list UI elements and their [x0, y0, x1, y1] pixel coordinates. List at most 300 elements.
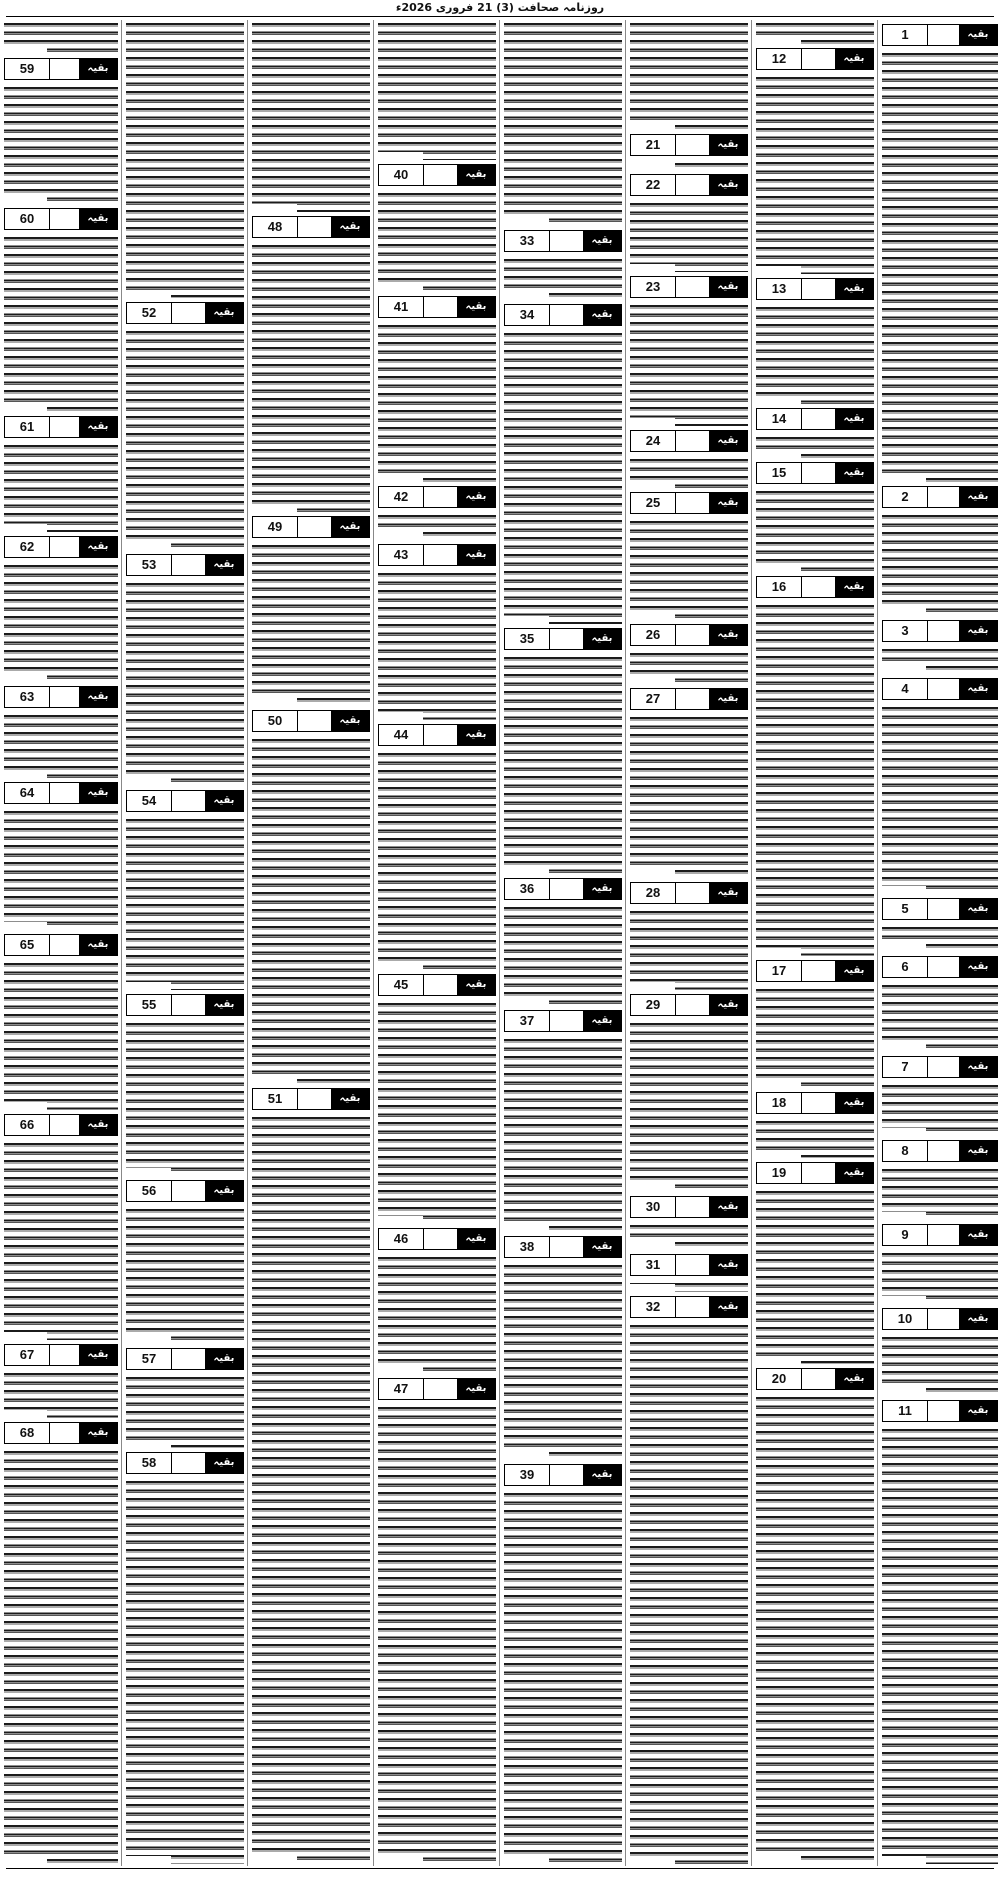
article-text [4, 1448, 118, 1864]
continuation-blank [927, 1141, 961, 1161]
continuation-number: 57 [127, 1349, 172, 1369]
continuation-blank [927, 899, 961, 919]
continuation-tag: بقیہ [959, 487, 997, 507]
article-text [504, 256, 622, 300]
article-text [4, 442, 118, 532]
article-text [756, 434, 874, 458]
article-text [126, 580, 244, 786]
continuation-number: 48 [253, 217, 298, 237]
continuation-box [756, 960, 874, 982]
continuation-number: 46 [379, 1229, 424, 1249]
continuation-number: 34 [505, 305, 550, 325]
continuation-number: 17 [757, 961, 802, 981]
continuation-blank [49, 687, 83, 707]
continuation-blank [297, 1089, 331, 1109]
article-text [630, 1222, 748, 1250]
article-text [4, 562, 118, 682]
continuation-tag: بقیہ [79, 1423, 117, 1443]
article-text [378, 750, 496, 970]
article-text [378, 20, 496, 160]
continuation-tag: بقیہ [331, 1089, 369, 1109]
continuation-tag: بقیہ [583, 1237, 621, 1257]
continuation-number: 54 [127, 791, 172, 811]
continuation-number: 41 [379, 297, 424, 317]
article-text [4, 1370, 118, 1418]
continuation-box [252, 216, 370, 238]
continuation-tag: بقیہ [457, 725, 495, 745]
continuation-tag: بقیہ [959, 1057, 997, 1077]
continuation-blank [801, 279, 835, 299]
article-text [630, 1322, 748, 1864]
continuation-box [882, 486, 998, 508]
continuation-blank [801, 49, 835, 69]
article-text [126, 1478, 244, 1864]
continuation-blank [801, 463, 835, 483]
continuation-blank [675, 493, 709, 513]
article-text [630, 20, 748, 130]
continuation-blank [675, 625, 709, 645]
continuation-number: 65 [5, 935, 50, 955]
continuation-tag: بقیہ [79, 935, 117, 955]
article-text [504, 330, 622, 624]
continuation-number: 13 [757, 279, 802, 299]
continuation-box [882, 24, 998, 46]
continuation-box [4, 1344, 118, 1366]
article-text [630, 714, 748, 878]
continuation-number: 47 [379, 1379, 424, 1399]
continuation-tag: بقیہ [835, 577, 873, 597]
continuation-number: 45 [379, 975, 424, 995]
continuation-blank [927, 1057, 961, 1077]
continuation-blank [297, 217, 331, 237]
continuation-tag: بقیہ [709, 995, 747, 1015]
column-2 [754, 20, 876, 1866]
continuation-blank [675, 1255, 709, 1275]
article-text [126, 1374, 244, 1448]
article-text [756, 488, 874, 572]
continuation-blank [171, 1349, 205, 1369]
continuation-tag: بقیہ [835, 1369, 873, 1389]
continuation-box [504, 1464, 622, 1486]
continuation-tag: بقیہ [959, 25, 997, 45]
article-text [630, 650, 748, 684]
continuation-number: 50 [253, 711, 298, 731]
continuation-box [630, 492, 748, 514]
continuation-tag: بقیہ [205, 791, 243, 811]
continuation-blank [423, 545, 457, 565]
continuation-tag: بقیہ [959, 621, 997, 641]
continuation-blank [423, 165, 457, 185]
article-text [756, 602, 874, 956]
continuation-number: 49 [253, 517, 298, 537]
continuation-blank [49, 1345, 83, 1365]
continuation-tag: بقیہ [457, 975, 495, 995]
continuation-blank [549, 231, 583, 251]
continuation-box [882, 1140, 998, 1162]
continuation-tag: بقیہ [205, 1453, 243, 1473]
continuation-box [756, 462, 874, 484]
continuation-tag: بقیہ [959, 1141, 997, 1161]
article-text [756, 1118, 874, 1158]
continuation-blank [675, 175, 709, 195]
continuation-number: 9 [883, 1225, 928, 1245]
continuation-tag: بقیہ [709, 1255, 747, 1275]
continuation-box [630, 134, 748, 156]
continuation-box [378, 974, 496, 996]
continuation-box [504, 1236, 622, 1258]
continuation-blank [49, 935, 83, 955]
article-text [4, 808, 118, 930]
continuation-number: 25 [631, 493, 676, 513]
continuation-box [882, 1224, 998, 1246]
continuation-box [630, 882, 748, 904]
continuation-blank [549, 305, 583, 325]
continuation-blank [675, 689, 709, 709]
continuation-tag: بقیہ [457, 297, 495, 317]
continuation-tag: بقیہ [709, 175, 747, 195]
continuation-box [126, 302, 244, 324]
article-text [252, 542, 370, 706]
article-text [756, 74, 874, 274]
column-4 [502, 20, 624, 1866]
continuation-tag: بقیہ [79, 1115, 117, 1135]
article-text [378, 1404, 496, 1864]
continuation-number: 60 [5, 209, 50, 229]
continuation-blank [423, 975, 457, 995]
continuation-tag: بقیہ [835, 409, 873, 429]
continuation-box [126, 1452, 244, 1474]
continuation-box [882, 1308, 998, 1330]
continuation-blank [675, 1297, 709, 1317]
continuation-number: 21 [631, 135, 676, 155]
continuation-blank [49, 209, 83, 229]
continuation-box [756, 278, 874, 300]
continuation-tag: بقیہ [709, 277, 747, 297]
continuation-box [504, 304, 622, 326]
continuation-tag: بقیہ [583, 629, 621, 649]
continuation-number: 1 [883, 25, 928, 45]
continuation-tag: بقیہ [331, 517, 369, 537]
column-divider [121, 20, 122, 1866]
continuation-number: 19 [757, 1163, 802, 1183]
continuation-blank [675, 1197, 709, 1217]
article-text [252, 20, 370, 212]
continuation-tag: بقیہ [959, 957, 997, 977]
continuation-blank [423, 725, 457, 745]
continuation-box [378, 296, 496, 318]
continuation-blank [49, 783, 83, 803]
continuation-number: 52 [127, 303, 172, 323]
continuation-blank [171, 791, 205, 811]
continuation-box [4, 686, 118, 708]
continuation-tag: بقیہ [79, 1345, 117, 1365]
article-text [882, 924, 998, 952]
continuation-tag: بقیہ [583, 231, 621, 251]
continuation-tag: بقیہ [959, 1225, 997, 1245]
article-text [126, 816, 244, 990]
continuation-number: 61 [5, 417, 50, 437]
column-divider [499, 20, 500, 1866]
article-text [126, 1206, 244, 1344]
continuation-blank [927, 487, 961, 507]
continuation-blank [49, 1115, 83, 1135]
article-text [126, 328, 244, 550]
continuation-blank [171, 1453, 205, 1473]
continuation-number: 16 [757, 577, 802, 597]
continuation-tag: بقیہ [709, 625, 747, 645]
continuation-blank [423, 297, 457, 317]
continuation-tag: بقیہ [709, 493, 747, 513]
continuation-box [630, 624, 748, 646]
continuation-box [4, 1422, 118, 1444]
continuation-tag: بقیہ [79, 209, 117, 229]
continuation-tag: بقیہ [79, 687, 117, 707]
continuation-box [378, 1228, 496, 1250]
continuation-blank [801, 577, 835, 597]
continuation-box [756, 1368, 874, 1390]
continuation-tag: بقیہ [583, 1465, 621, 1485]
continuation-blank [927, 679, 961, 699]
continuation-tag: بقیہ [583, 879, 621, 899]
article-text [504, 1490, 622, 1864]
continuation-tag: بقیہ [583, 1011, 621, 1031]
article-text [630, 908, 748, 990]
continuation-box [504, 628, 622, 650]
continuation-box [378, 544, 496, 566]
column-1 [880, 20, 1000, 1866]
article-text [882, 512, 998, 616]
continuation-tag: بقیہ [205, 995, 243, 1015]
article-text [504, 20, 622, 226]
continuation-box [882, 898, 998, 920]
continuation-number: 22 [631, 175, 676, 195]
continuation-tag: بقیہ [79, 417, 117, 437]
continuation-tag: بقیہ [205, 1181, 243, 1201]
continuation-number: 44 [379, 725, 424, 745]
continuation-blank [675, 277, 709, 297]
article-text [378, 570, 496, 720]
continuation-tag: بقیہ [709, 135, 747, 155]
continuation-blank [49, 59, 83, 79]
continuation-blank [927, 957, 961, 977]
continuation-tag: بقیہ [709, 883, 747, 903]
continuation-tag: بقیہ [709, 1197, 747, 1217]
continuation-box [4, 58, 118, 80]
continuation-box [630, 1296, 748, 1318]
continuation-number: 5 [883, 899, 928, 919]
header-rule [6, 16, 994, 17]
continuation-blank [927, 1225, 961, 1245]
article-text [378, 322, 496, 482]
continuation-number: 8 [883, 1141, 928, 1161]
continuation-box [882, 620, 998, 642]
continuation-tag: بقیہ [583, 305, 621, 325]
article-text [630, 200, 748, 272]
article-text [630, 456, 748, 488]
continuation-tag: بقیہ [457, 545, 495, 565]
article-text [126, 20, 244, 298]
article-text [504, 904, 622, 1006]
continuation-number: 3 [883, 621, 928, 641]
article-text [4, 20, 118, 54]
continuation-box [126, 554, 244, 576]
continuation-blank [549, 1237, 583, 1257]
continuation-box [630, 994, 748, 1016]
continuation-blank [675, 431, 709, 451]
continuation-blank [549, 1465, 583, 1485]
continuation-tag: بقیہ [205, 555, 243, 575]
continuation-blank [549, 879, 583, 899]
column-5 [376, 20, 498, 1866]
continuation-blank [297, 711, 331, 731]
continuation-number: 11 [883, 1401, 928, 1421]
continuation-box [378, 724, 496, 746]
continuation-box [630, 688, 748, 710]
article-text [4, 84, 118, 204]
continuation-box [4, 1114, 118, 1136]
article-text [4, 960, 118, 1110]
continuation-number: 30 [631, 1197, 676, 1217]
column-8 [2, 20, 120, 1866]
continuation-blank [801, 1093, 835, 1113]
article-text [252, 1114, 370, 1864]
continuation-blank [423, 1379, 457, 1399]
continuation-blank [801, 1369, 835, 1389]
article-text [4, 234, 118, 412]
continuation-box [756, 576, 874, 598]
continuation-tag: بقیہ [79, 59, 117, 79]
footer-rule [6, 1868, 994, 1869]
continuation-number: 67 [5, 1345, 50, 1365]
continuation-blank [549, 1011, 583, 1031]
continuation-blank [927, 621, 961, 641]
article-text [882, 1334, 998, 1396]
continuation-blank [801, 409, 835, 429]
continuation-blank [423, 1229, 457, 1249]
continuation-tag: بقیہ [835, 961, 873, 981]
column-divider [625, 20, 626, 1866]
continuation-tag: بقیہ [331, 217, 369, 237]
continuation-tag: بقیہ [835, 1163, 873, 1183]
continuation-blank [801, 1163, 835, 1183]
continuation-box [378, 486, 496, 508]
continuation-tag: بقیہ [205, 303, 243, 323]
continuation-tag: بقیہ [835, 279, 873, 299]
article-text [630, 1020, 748, 1192]
article-text [630, 160, 748, 170]
continuation-number: 12 [757, 49, 802, 69]
continuation-number: 6 [883, 957, 928, 977]
continuation-number: 27 [631, 689, 676, 709]
column-divider [373, 20, 374, 1866]
continuation-blank [171, 995, 205, 1015]
continuation-number: 33 [505, 231, 550, 251]
continuation-number: 56 [127, 1181, 172, 1201]
article-text [882, 1426, 998, 1864]
continuation-blank [675, 995, 709, 1015]
article-text [882, 646, 998, 674]
page-header: روزنامہ صحافت (3) 21 فروری 2026ء [395, 1, 605, 14]
column-divider [751, 20, 752, 1866]
continuation-blank [49, 1423, 83, 1443]
continuation-number: 23 [631, 277, 676, 297]
article-text [504, 1262, 622, 1460]
article-text [4, 1140, 118, 1340]
continuation-box [882, 956, 998, 978]
continuation-number: 36 [505, 879, 550, 899]
continuation-blank [49, 417, 83, 437]
article-text [882, 1166, 998, 1220]
continuation-tag: بقیہ [457, 1229, 495, 1249]
continuation-box [756, 48, 874, 70]
continuation-number: 59 [5, 59, 50, 79]
continuation-number: 64 [5, 783, 50, 803]
continuation-number: 66 [5, 1115, 50, 1135]
continuation-blank [927, 1401, 961, 1421]
article-text [252, 242, 370, 512]
continuation-box [4, 782, 118, 804]
article-text [756, 1394, 874, 1864]
continuation-box [252, 1088, 370, 1110]
continuation-box [504, 1010, 622, 1032]
continuation-box [252, 516, 370, 538]
continuation-box [630, 1196, 748, 1218]
continuation-box [4, 536, 118, 558]
continuation-number: 2 [883, 487, 928, 507]
article-text [4, 712, 118, 778]
article-text [882, 982, 998, 1052]
continuation-box [378, 164, 496, 186]
continuation-box [4, 416, 118, 438]
article-text [378, 1000, 496, 1224]
continuation-number: 38 [505, 1237, 550, 1257]
column-6 [250, 20, 372, 1866]
article-text [756, 1188, 874, 1364]
article-text [630, 302, 748, 426]
continuation-box [882, 1056, 998, 1078]
continuation-blank [171, 1181, 205, 1201]
continuation-number: 37 [505, 1011, 550, 1031]
column-7 [124, 20, 246, 1866]
column-divider [877, 20, 878, 1866]
continuation-number: 24 [631, 431, 676, 451]
article-text [378, 1254, 496, 1374]
continuation-number: 63 [5, 687, 50, 707]
continuation-tag: بقیہ [457, 165, 495, 185]
continuation-box [756, 1092, 874, 1114]
article-text [756, 20, 874, 44]
continuation-blank [801, 961, 835, 981]
continuation-number: 14 [757, 409, 802, 429]
continuation-number: 4 [883, 679, 928, 699]
article-text [882, 50, 998, 482]
continuation-box [630, 276, 748, 298]
continuation-blank [49, 537, 83, 557]
continuation-number: 35 [505, 629, 550, 649]
continuation-box [504, 230, 622, 252]
continuation-box [504, 878, 622, 900]
continuation-tag: بقیہ [331, 711, 369, 731]
continuation-blank [171, 303, 205, 323]
continuation-blank [171, 555, 205, 575]
continuation-box [882, 1400, 998, 1422]
continuation-blank [927, 1309, 961, 1329]
continuation-box [756, 1162, 874, 1184]
continuation-number: 26 [631, 625, 676, 645]
article-text [630, 1280, 748, 1292]
continuation-box [756, 408, 874, 430]
continuation-number: 7 [883, 1057, 928, 1077]
